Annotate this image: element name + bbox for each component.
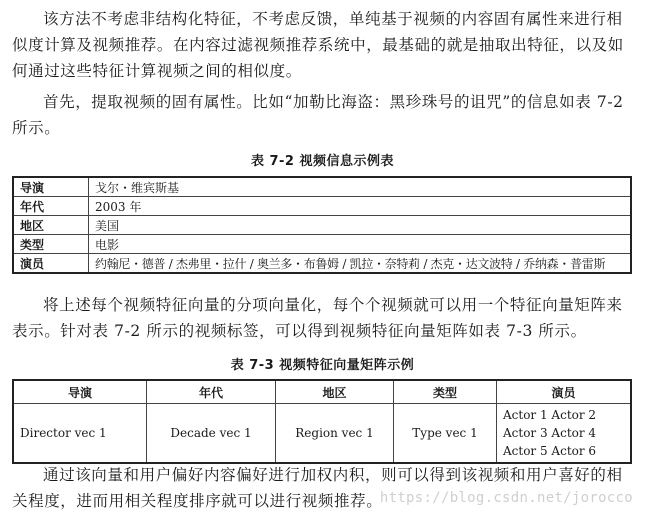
cell-type-vec: Type vec 1 bbox=[394, 404, 497, 464]
table-row bbox=[13, 404, 631, 464]
row-value: 约翰尼・德普 / 杰弗里・拉什 / 奥兰多・布鲁姆 / 凯拉・奈特莉 / 杰克・达文波特 / 乔纳森・普雷斯 bbox=[89, 254, 632, 274]
cell-actors bbox=[497, 404, 632, 464]
paragraph-extract: 首先，提取视频的固有属性。比如“加勒比海盗：黑珍珠号的诅咒”的信息如表 7-2 所示。 bbox=[12, 93, 624, 137]
paragraph-conclusion: 通过该向量和用户偏好内容偏好进行加权内积，则可以得到该视频和用户喜好的相关程度，进而用相关程度排序就可以进行视频推荐。 bbox=[12, 466, 623, 510]
header-director: 导演 bbox=[13, 380, 147, 404]
paragraph-vectorize: 将上述每个视频特征向量的分项向量化，每个个视频就可以用一个特征向量矩阵来表示。针对表 7-2 所示的视频标签，可以得到视频特征向量矩阵如表 7-3 所示。 bbox=[12, 296, 623, 340]
header-region: 地区 bbox=[276, 380, 394, 404]
actor-line: Actor 5 Actor 6 bbox=[503, 444, 597, 458]
header-type: 类型 bbox=[394, 380, 497, 404]
feature-vector-table bbox=[12, 379, 632, 464]
row-key: 类型 bbox=[13, 235, 89, 254]
row-value: 美国 bbox=[89, 216, 632, 235]
video-info-table bbox=[12, 176, 632, 274]
cell-director-vec: Director vec 1 bbox=[13, 404, 147, 464]
header-actors: 演员 bbox=[497, 380, 632, 404]
watermark: https://blog.csdn.net/jorocco bbox=[379, 490, 633, 506]
table-row bbox=[13, 197, 631, 216]
row-value: 戈尔・维宾斯基 bbox=[89, 177, 632, 197]
table-row bbox=[13, 177, 631, 197]
cell-region-vec: Region vec 1 bbox=[276, 404, 394, 464]
table-7-2-caption: 表 7-2 视频信息示例表 bbox=[250, 154, 395, 169]
cell-decade-vec: Decade vec 1 bbox=[147, 404, 276, 464]
actor-line: Actor 1 Actor 2 bbox=[503, 408, 597, 422]
table-row bbox=[13, 235, 631, 254]
row-key: 导演 bbox=[13, 177, 89, 197]
row-value: 2003 年 bbox=[89, 197, 632, 216]
row-key: 演员 bbox=[13, 254, 89, 274]
table-7-3-caption: 表 7-3 视频特征向量矩阵示例 bbox=[230, 358, 415, 373]
row-key: 地区 bbox=[13, 216, 89, 235]
row-value: 电影 bbox=[89, 235, 632, 254]
header-decade: 年代 bbox=[147, 380, 276, 404]
paragraph-intro: 该方法不考虑非结构化特征，不考虑反馈，单纯基于视频的内容固有属性来进行相似度计算及视频推荐。在内容过滤视频推荐系统中，最基础的就是抽取出特征，以及如何通过这些特征计算视频之间的相似度。 bbox=[12, 10, 624, 80]
table-header-row bbox=[13, 380, 631, 404]
actor-line: Actor 3 Actor 4 bbox=[503, 426, 597, 440]
row-key: 年代 bbox=[13, 197, 89, 216]
table-row bbox=[13, 216, 631, 235]
table-row bbox=[13, 254, 631, 274]
